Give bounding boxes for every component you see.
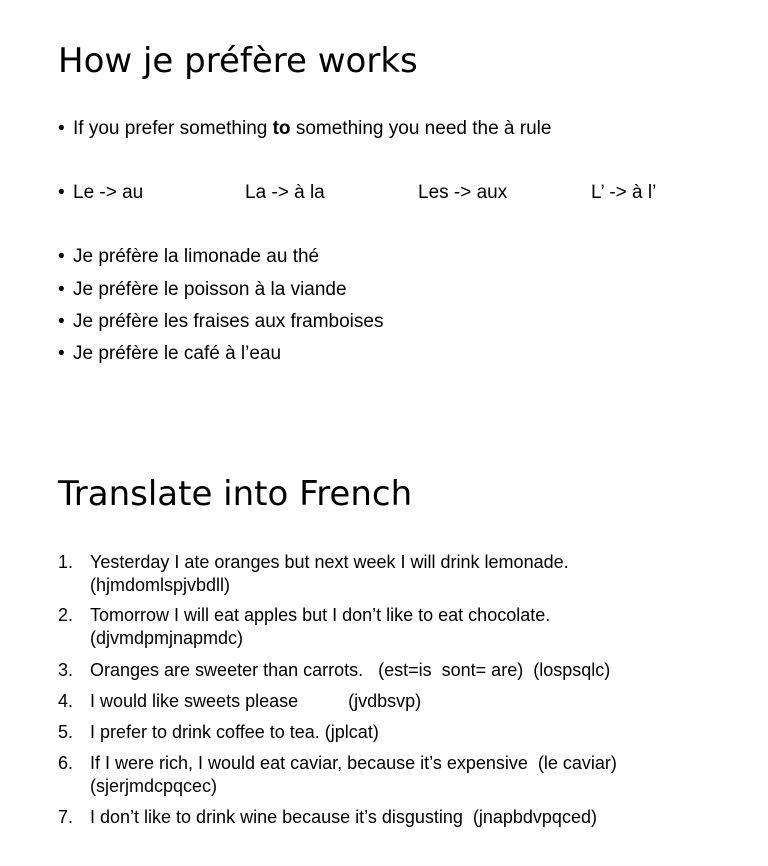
rule-bullet	[58, 117, 551, 141]
item-text: Oranges are sweeter than carrots. (est=is sont= are) (lospsqlc)	[90, 660, 611, 680]
bullet-dot: •	[58, 118, 65, 139]
example-item	[58, 278, 347, 302]
item-number: 6.	[58, 753, 74, 773]
example-item	[58, 245, 319, 269]
item-hint: (sjerjmdcpqcec)	[90, 776, 218, 796]
bullet-dot: •	[58, 246, 65, 267]
item-number: 1.	[58, 552, 74, 572]
item-text: Yesterday I ate oranges but next week I will drink lemonade.	[90, 552, 569, 572]
section-title-translate: Translate into French	[58, 474, 413, 514]
item-text: I prefer to drink coffee to tea. (jplcat)	[90, 722, 379, 742]
contraction-le	[58, 181, 143, 205]
example-text: Je préfère la limonade au thé	[73, 246, 320, 267]
bullet-dot: •	[58, 182, 65, 203]
rule-text-bold: to	[272, 118, 291, 139]
example-text: Je préfère les fraises aux framboises	[73, 311, 384, 332]
section-title-how-je-prefere: How je préfère works	[58, 41, 418, 81]
item-number: 4.	[58, 691, 74, 711]
bullet-dot: •	[58, 279, 65, 300]
item-text: I would like sweets please (jvdbsvp)	[90, 691, 422, 711]
item-number: 3.	[58, 660, 74, 680]
item-text: I don’t like to drink wine because it’s disgusting (jnapbdvpqced)	[90, 807, 597, 827]
item-number: 7.	[58, 807, 74, 827]
example-item	[58, 310, 383, 334]
bullet-dot: •	[58, 343, 65, 364]
example-text: Je préfère le café à l’eau	[73, 343, 282, 364]
item-number: 2.	[58, 605, 74, 625]
item-text: Tomorrow I will eat apples but I don’t like to eat chocolate.	[90, 605, 551, 625]
item-number: 5.	[58, 722, 74, 742]
item-text: If I were rich, I would eat caviar, because it’s expensive (le caviar)	[90, 753, 617, 773]
example-text: Je préfère le poisson à la viande	[73, 279, 347, 300]
contraction-l-apostrophe: L’ -> à l’	[591, 182, 657, 203]
item-hint: (hjmdomlspjvbdll)	[90, 575, 231, 595]
item-hint: (djvmdpmjnapmdc)	[90, 628, 244, 648]
contraction-les: Les -> aux	[418, 182, 508, 203]
rule-text-before: If you prefer something	[73, 118, 273, 139]
rule-text-after: something you need the à rule	[290, 118, 552, 139]
example-item	[58, 342, 281, 366]
contraction-le-text: Le -> au	[73, 182, 144, 203]
contraction-la: La -> à la	[245, 182, 325, 203]
bullet-dot: •	[58, 311, 65, 332]
